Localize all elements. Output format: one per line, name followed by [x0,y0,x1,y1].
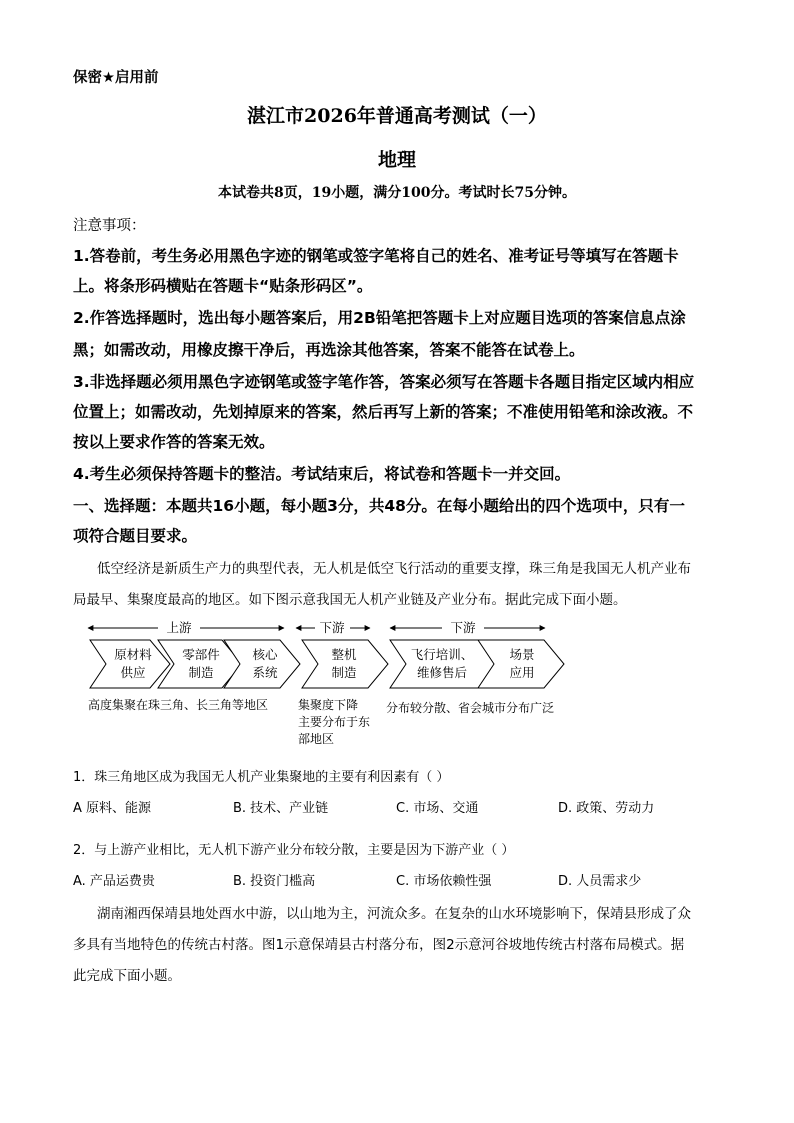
svg-text:应用: 应用 [509,665,535,680]
svg-text:维修售后: 维修售后 [416,665,468,680]
upstream-range-arrow [88,620,284,635]
question-1-option-c[interactable]: C. 市场、交通 [396,801,479,816]
notice-line: 按以上要求作答的答案无效。 [73,433,275,451]
notice-line: 3.非选择题必须用黑色字迹钢笔或签字笔作答，答案必须写在答题卡各题目指定区域内相应 [73,373,695,391]
midstream-description: 主要分布于东 [298,715,371,729]
chain-box-assembly [302,640,388,688]
subject-title: 地理 [377,149,416,171]
exam-title: 湛江市2026年普通高考测试（一） [247,105,547,127]
svg-text:制造: 制造 [188,665,214,680]
industry-chain-diagram [0,612,794,752]
section-heading: 项符合题目要求。 [73,527,198,545]
svg-text:核心: 核心 [252,647,278,662]
passage-line: 湖南湘西保靖县地处酉水中游，以山地为主，河流众多。在复杂的山水环境影响下，保靖县形成了众 [97,906,691,922]
svg-text:整机: 整机 [331,647,357,662]
question-2-option-a[interactable]: A. 产品运费贵 [73,874,155,889]
passage-line: 此完成下面小题。 [73,968,181,984]
notice-line: 2.作答选择题时，选出每小题答案后，用2B铅笔把答题卡上对应题目选项的答案信息点涂 [73,309,686,327]
notice-line: 位置上；如需改动，先划掉原来的答案，然后再写上新的答案；不准使用铅笔和涂改液。不 [73,403,694,421]
notice-line: 黑；如需改动，用橡皮擦干净后，再选涂其他答案，答案不能答在试卷上。 [73,341,585,359]
exam-meta: 本试卷共8页，19小题，满分100分。考试时长75分钟。 [218,185,576,201]
svg-text:原材料: 原材料 [114,647,152,662]
notice-line: 上。将条形码横贴在答题卡“贴条形码区”。 [73,277,373,295]
downstream-label: 下游 [450,620,476,635]
question-1-option-b[interactable]: B. 技术、产业链 [233,801,329,816]
midstream-description: 部地区 [298,732,335,746]
question-1-option-a[interactable]: A 原料、能源 [73,801,152,816]
upstream-description: 高度集聚在珠三角、长三角等地区 [88,698,269,712]
midstream-description: 集聚度下降 [298,698,359,712]
notice-line: 4.考生必须保持答题卡的整洁。考试结束后，将试卷和答题卡一并交回。 [73,465,571,483]
confidential-label: 保密★启用前 [73,70,159,86]
question-2-option-c[interactable]: C. 市场依赖性强 [396,874,492,889]
section-heading: 一、选择题：本题共16小题，每小题3分，共48分。在每小题给出的四个选项中，只有一 [73,497,685,515]
midstream-range-arrow [296,620,370,635]
upstream-label: 上游 [166,620,192,635]
question-1-stem: 1．珠三角地区成为我国无人机产业集聚地的主要有利因素有（ ） [73,770,450,785]
question-2-option-b[interactable]: B. 投资门槛高 [233,874,316,889]
chain-box-raw-material [90,640,170,688]
notice-line: 1.答卷前，考生务必用黑色字迹的钢笔或签字笔将自己的姓名、准考证号等填写在答题卡 [73,247,679,265]
svg-text:系统: 系统 [252,665,278,680]
question-2-stem: 2．与上游产业相比，无人机下游产业分布较分散，主要是因为下游产业（ ） [73,843,515,858]
svg-text:场景: 场景 [509,647,535,662]
downstream-description: 分布较分散、省会城市分布广泛 [386,701,555,715]
svg-text:制造: 制造 [331,665,357,680]
passage-line: 多具有当地特色的传统古村落。图1示意保靖县古村落分布，图2示意河谷坡地传统古村落布局模式。据 [73,937,685,953]
question-1-option-d[interactable]: D. 政策、劳动力 [558,801,655,816]
svg-text:飞行培训、: 飞行培训、 [410,647,474,662]
midstream-label: 下游 [319,620,345,635]
passage-line: 低空经济是新质生产力的典型代表，无人机是低空飞行活动的重要支撑，珠三角是我国无人机产业布 [97,561,691,577]
question-2-option-d[interactable]: D. 人员需求少 [558,874,642,889]
svg-text:零部件: 零部件 [182,647,220,662]
downstream-range-arrow [390,620,545,635]
svg-text:供应: 供应 [120,665,146,680]
passage-line: 局最早、集聚度最高的地区。如下图示意我国无人机产业链及产业分布。据此完成下面小题。 [73,592,627,608]
notice-heading: 注意事项： [73,218,146,234]
